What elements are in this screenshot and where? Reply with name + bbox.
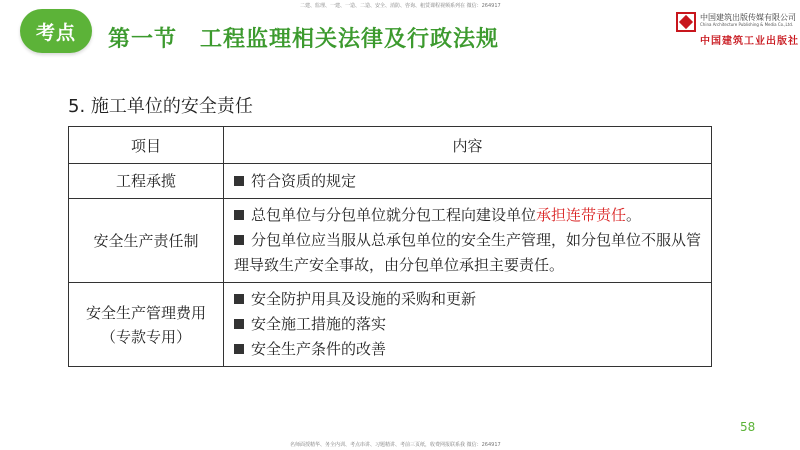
subheading: 5. 施工单位的安全责任	[68, 96, 253, 117]
list-item: 总包单位与分包单位就分包工程向建设单位承担连带责任。	[234, 203, 703, 228]
badge-label: 考点	[35, 21, 76, 44]
publisher-sub-name: 中国建筑工业出版社	[700, 36, 799, 47]
header-content: 内容	[224, 127, 712, 164]
publisher-name-cn: 中国建筑出版传媒有限公司	[700, 13, 796, 22]
top-note: 二建、监理、一建、一造、二造、安全、消防、咨询、租赁课程视频系列在 微信：264917	[300, 3, 501, 9]
publisher-icon	[676, 12, 696, 32]
bullet-square-icon	[234, 176, 244, 186]
row-label-main: 安全生产管理费用	[85, 303, 206, 322]
bullet-square-icon	[234, 319, 244, 329]
bullet-square-icon	[234, 294, 244, 304]
row-label: 安全生产责任制	[69, 199, 224, 283]
bullet-square-icon	[234, 235, 244, 245]
row-label-note: （专款专用）	[100, 327, 191, 346]
bullet-square-icon	[234, 210, 244, 220]
table-row	[69, 283, 712, 367]
list-item: 安全防护用具及设施的采购和更新	[234, 287, 703, 312]
list-item: 符合资质的规定	[234, 169, 703, 194]
safety-duty-table	[68, 126, 712, 367]
section-title: 第一节 工程监理相关法律及行政法规	[108, 27, 500, 52]
list-item: 安全施工措施的落实	[234, 312, 703, 337]
row-content	[224, 283, 712, 367]
table-header-row	[69, 127, 712, 164]
table-row	[69, 164, 712, 199]
header-item: 项目	[69, 127, 224, 164]
row-content	[224, 199, 712, 283]
page-number: 58	[740, 420, 756, 434]
topic-badge	[20, 9, 92, 53]
list-item: 安全生产条件的改善	[234, 337, 703, 362]
table-row	[69, 199, 712, 283]
publisher-name-en: China Architecture Publishing & Media Co.,Ltd.	[700, 22, 794, 27]
bullet-square-icon	[234, 344, 244, 354]
highlight-text: 承担连带责任	[536, 206, 627, 224]
row-content	[224, 164, 712, 199]
bottom-note: 名师面授精华、务全内训、考点串讲、习题精讲、考前三页纸，收费网报联系我 微信：264917	[290, 442, 501, 448]
row-label: 工程承揽	[69, 164, 224, 199]
list-item: 分包单位应当服从总承包单位的安全生产管理，如分包单位不服从管理导致生产安全事故，由分包单位承担主要责任。	[234, 231, 702, 274]
publisher-logo	[676, 10, 799, 50]
row-label	[69, 283, 224, 367]
